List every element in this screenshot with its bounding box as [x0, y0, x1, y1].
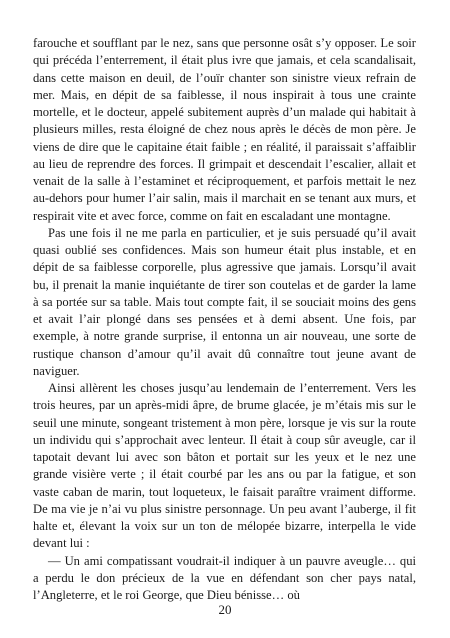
page-number: 20 — [218, 602, 232, 617]
body-text — [33, 35, 416, 604]
paragraph-3: Ainsi allèrent les choses jusqu’au lendemain de l’enterrement. Vers les trois heures, par un après-midi âpre, de brume glacée, je m’étais mis sur le seuil une minute, songeant tristement à mon père, lorsque je vis sur la route un individu qui s’approchait avec lenteur. Il était à coup sûr aveugle, car il tapotait devant lui avec son bâton et portait sur les yeux et le nez une grande visière verte ; il était courbé par les ans ou par la fatigue, et son vaste caban de marin, tout loqueteux, le faisait paraître vraiment difforme. De ma vie je n’ai vu plus sinistre personnage. Un peu avant l’auberge, il fit halte et, élevant la voix sur un ton de mélopée bizarre, interpella le vide devant lui : — [33, 381, 416, 551]
paragraph-1: farouche et soufflant par le nez, sans que personne osât s’y opposer. Le soir qui précéda l’enterrement, il était plus ivre que jamais, et cela scandalisait, dans cette maison en deuil, de l’ouïr chanter son sinistre vieux refrain de mer. Mais, en dépit de sa faiblesse, il nous inspirait à tous une crainte mortelle, et le docteur, appelé subitement auprès d’un malade qui habitait à plusieurs milles, resta éloigné de chez nous après le décès de mon père. Je viens de dire que le capitaine était faible ; en réalité, il paraissait s’affaiblir au lieu de reprendre des forces. Il grimpait et descendait l’escalier, allait et venait de la salle à l’estaminet et réciproquement, et parfois mettait le nez au-dehors pour humer l’air salin, mais il marchait en se tenant aux murs, et respirait vite et avec force, comme on fait en escaladant une montagne. — [33, 36, 416, 223]
paragraph-4: — Un ami compatissant voudrait-il indiquer à un pauvre aveugle… qui a perdu le don précieux de la vue en défendant son cher pays natal, l’Angleterre, et le roi George, que Dieu bénisse… où — [33, 553, 416, 602]
paragraph-2: Pas une fois il ne me parla en particulier, et je suis persuadé qu’il avait quasi oublié ses confidences. Mais son humeur était plus instable, et en dépit de sa faiblesse corporelle, plus agressive que jamais. Lorsqu’il avait bu, il prenait la manie inquiétante de tirer son coutelas et de garder la lame à sa portée sur sa table. Mais tout compte fait, il se souciait moins des gens et avait l’air plongé dans ses pensées et à demi absent. Une fois, par exemple, à notre grande surprise, il entonna un air nouveau, une sorte de rustique chanson d’amour qu’il avait dû connaître tout jeune avant de naviguer. — [33, 225, 416, 378]
